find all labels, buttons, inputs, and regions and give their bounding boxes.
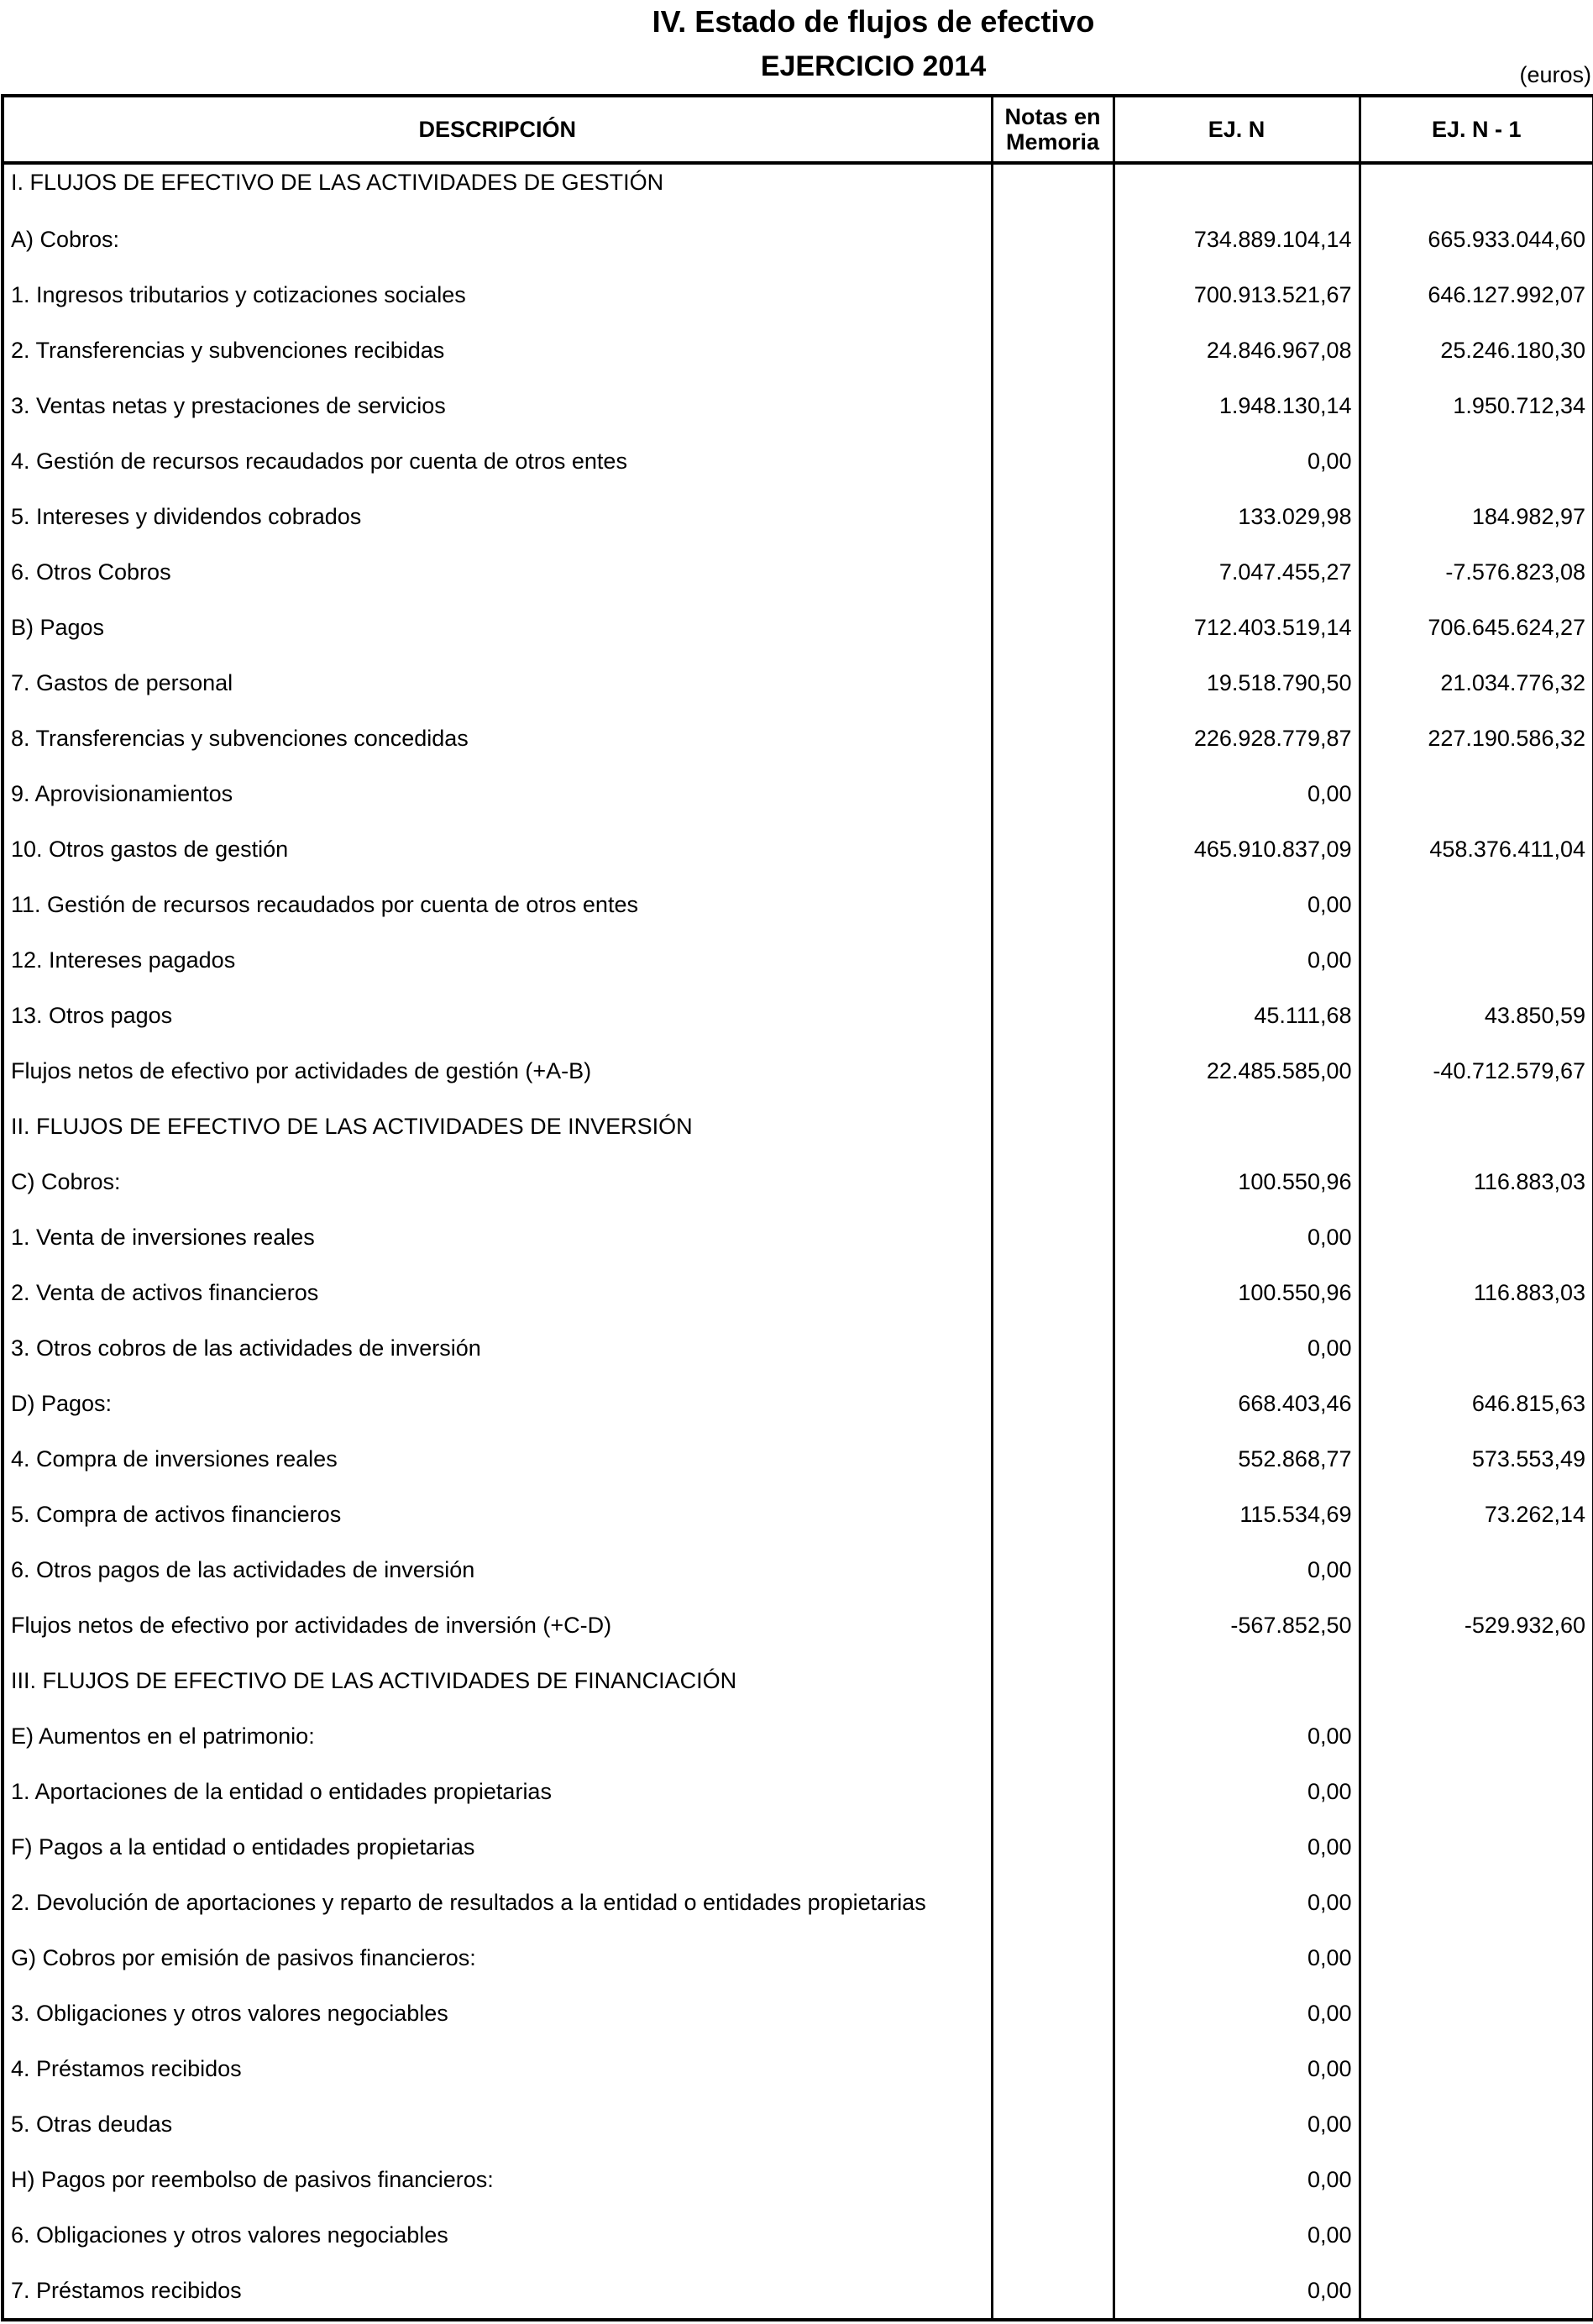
table-row <box>3 267 1593 323</box>
row-value-ej-n: 45.111,68 <box>1114 988 1360 1043</box>
row-value-ej-n: 668.403,46 <box>1114 1376 1360 1431</box>
row-value-ej-n1 <box>1360 1930 1593 1986</box>
table-row <box>3 1154 1593 1209</box>
row-notas <box>992 212 1114 267</box>
table-row <box>3 1043 1593 1099</box>
row-notas <box>992 1487 1114 1542</box>
row-notas <box>992 378 1114 433</box>
row-description: H) Pagos por reembolso de pasivos financieros: <box>3 2152 992 2207</box>
row-description: 2. Venta de activos financieros <box>3 1265 992 1320</box>
row-value-ej-n1: 227.190.586,32 <box>1360 711 1593 766</box>
row-value-ej-n: 734.889.104,14 <box>1114 212 1360 267</box>
row-notas <box>992 1597 1114 1653</box>
row-value-ej-n1 <box>1360 1986 1593 2041</box>
row-notas <box>992 2152 1114 2207</box>
table-row <box>3 544 1593 600</box>
table-row <box>3 489 1593 544</box>
column-header-descripcion: DESCRIPCIÓN <box>3 96 992 163</box>
table-row <box>3 433 1593 489</box>
row-notas <box>992 1542 1114 1597</box>
row-value-ej-n1 <box>1360 1320 1593 1376</box>
row-value-ej-n1 <box>1360 2041 1593 2096</box>
column-header-notas-line1: Notas en <box>1004 104 1101 129</box>
table-row <box>3 1653 1593 1708</box>
row-notas <box>992 711 1114 766</box>
row-value-ej-n1: 21.034.776,32 <box>1360 655 1593 711</box>
row-notas <box>992 544 1114 600</box>
row-notas <box>992 1875 1114 1930</box>
row-notas <box>992 1653 1114 1708</box>
row-value-ej-n: 0,00 <box>1114 1708 1360 1764</box>
row-value-ej-n1: 1.950.712,34 <box>1360 378 1593 433</box>
table-row <box>3 1819 1593 1875</box>
row-notas <box>992 1930 1114 1986</box>
row-value-ej-n1: 43.850,59 <box>1360 988 1593 1043</box>
row-value-ej-n1 <box>1360 1653 1593 1708</box>
row-value-ej-n1 <box>1360 163 1593 212</box>
row-value-ej-n1: 646.815,63 <box>1360 1376 1593 1431</box>
table-row <box>3 600 1593 655</box>
row-value-ej-n1 <box>1360 766 1593 821</box>
row-value-ej-n1 <box>1360 2207 1593 2263</box>
row-value-ej-n1 <box>1360 877 1593 932</box>
row-notas <box>992 766 1114 821</box>
row-description: I. FLUJOS DE EFECTIVO DE LAS ACTIVIDADES DE GESTIÓN <box>3 163 992 212</box>
row-value-ej-n1: 73.262,14 <box>1360 1487 1593 1542</box>
row-value-ej-n <box>1114 1653 1360 1708</box>
row-description: 3. Otros cobros de las actividades de inversión <box>3 1320 992 1376</box>
row-value-ej-n1 <box>1360 2096 1593 2152</box>
row-value-ej-n: 100.550,96 <box>1114 1265 1360 1320</box>
table-row <box>3 2263 1593 2320</box>
row-value-ej-n1: 706.645.624,27 <box>1360 600 1593 655</box>
row-value-ej-n: 133.029,98 <box>1114 489 1360 544</box>
row-description: 12. Intereses pagados <box>3 932 992 988</box>
row-notas <box>992 1431 1114 1487</box>
table-row <box>3 1376 1593 1431</box>
table-row <box>3 988 1593 1043</box>
row-description: G) Cobros por emisión de pasivos financieros: <box>3 1930 992 1986</box>
row-description: 1. Aportaciones de la entidad o entidades propietarias <box>3 1764 992 1819</box>
row-notas <box>992 655 1114 711</box>
row-value-ej-n1 <box>1360 1819 1593 1875</box>
row-description: 7. Gastos de personal <box>3 655 992 711</box>
row-value-ej-n: 115.534,69 <box>1114 1487 1360 1542</box>
row-value-ej-n: 7.047.455,27 <box>1114 544 1360 600</box>
table-row <box>3 1708 1593 1764</box>
row-notas <box>992 1265 1114 1320</box>
row-description: 2. Transferencias y subvenciones recibidas <box>3 323 992 378</box>
page-title: IV. Estado de flujos de efectivo <box>652 4 1095 39</box>
row-value-ej-n1 <box>1360 932 1593 988</box>
row-value-ej-n: 0,00 <box>1114 2263 1360 2320</box>
table-row <box>3 877 1593 932</box>
row-value-ej-n: 0,00 <box>1114 1764 1360 1819</box>
row-description: 2. Devolución de aportaciones y reparto de resultados a la entidad o entidades propietarias <box>3 1875 992 1930</box>
row-description: 3. Ventas netas y prestaciones de servicios <box>3 378 992 433</box>
row-description: 4. Préstamos recibidos <box>3 2041 992 2096</box>
row-description: 4. Gestión de recursos recaudados por cuenta de otros entes <box>3 433 992 489</box>
row-notas <box>992 2263 1114 2320</box>
row-notas <box>992 1099 1114 1154</box>
row-value-ej-n: 552.868,77 <box>1114 1431 1360 1487</box>
row-description: D) Pagos: <box>3 1376 992 1431</box>
row-notas <box>992 2207 1114 2263</box>
row-notas <box>992 1986 1114 2041</box>
table-row <box>3 1487 1593 1542</box>
table-row <box>3 163 1593 212</box>
row-description: 10. Otros gastos de gestión <box>3 821 992 877</box>
row-notas <box>992 1209 1114 1265</box>
table-row <box>3 378 1593 433</box>
row-value-ej-n1: -529.932,60 <box>1360 1597 1593 1653</box>
row-value-ej-n1 <box>1360 2263 1593 2320</box>
row-description: F) Pagos a la entidad o entidades propietarias <box>3 1819 992 1875</box>
table-row <box>3 1099 1593 1154</box>
row-notas <box>992 1708 1114 1764</box>
row-value-ej-n1 <box>1360 2152 1593 2207</box>
column-header-notas-line2: Memoria <box>1005 129 1100 155</box>
row-value-ej-n1 <box>1360 1875 1593 1930</box>
row-notas <box>992 988 1114 1043</box>
row-value-ej-n: 0,00 <box>1114 1542 1360 1597</box>
table-row <box>3 1265 1593 1320</box>
row-description: A) Cobros: <box>3 212 992 267</box>
row-value-ej-n: 0,00 <box>1114 1875 1360 1930</box>
table-row <box>3 821 1593 877</box>
row-description: 4. Compra de inversiones reales <box>3 1431 992 1487</box>
row-description: 9. Aprovisionamientos <box>3 766 992 821</box>
row-description: 6. Otros pagos de las actividades de inversión <box>3 1542 992 1597</box>
column-header-notas <box>992 96 1114 163</box>
row-description: E) Aumentos en el patrimonio: <box>3 1708 992 1764</box>
row-value-ej-n: 712.403.519,14 <box>1114 600 1360 655</box>
row-notas <box>992 267 1114 323</box>
row-value-ej-n1 <box>1360 1099 1593 1154</box>
row-value-ej-n: 0,00 <box>1114 1930 1360 1986</box>
row-notas <box>992 1764 1114 1819</box>
row-notas <box>992 877 1114 932</box>
row-value-ej-n: 0,00 <box>1114 2207 1360 2263</box>
table-row <box>3 655 1593 711</box>
row-description: C) Cobros: <box>3 1154 992 1209</box>
row-value-ej-n: -567.852,50 <box>1114 1597 1360 1653</box>
row-value-ej-n: 100.550,96 <box>1114 1154 1360 1209</box>
table-row <box>3 2152 1593 2207</box>
row-description: 6. Obligaciones y otros valores negociables <box>3 2207 992 2263</box>
row-value-ej-n: 0,00 <box>1114 1209 1360 1265</box>
table-row <box>3 2041 1593 2096</box>
row-value-ej-n: 0,00 <box>1114 1819 1360 1875</box>
row-value-ej-n: 0,00 <box>1114 766 1360 821</box>
row-description: B) Pagos <box>3 600 992 655</box>
row-notas <box>992 1376 1114 1431</box>
row-value-ej-n: 700.913.521,67 <box>1114 267 1360 323</box>
row-notas <box>992 932 1114 988</box>
row-description: 5. Intereses y dividendos cobrados <box>3 489 992 544</box>
table-row <box>3 1320 1593 1376</box>
row-value-ej-n1 <box>1360 1708 1593 1764</box>
table-row <box>3 1764 1593 1819</box>
row-value-ej-n: 465.910.837,09 <box>1114 821 1360 877</box>
row-value-ej-n: 0,00 <box>1114 2096 1360 2152</box>
row-value-ej-n <box>1114 163 1360 212</box>
row-notas <box>992 1154 1114 1209</box>
row-notas <box>992 600 1114 655</box>
row-description: II. FLUJOS DE EFECTIVO DE LAS ACTIVIDADES DE INVERSIÓN <box>3 1099 992 1154</box>
table-row <box>3 711 1593 766</box>
row-notas <box>992 163 1114 212</box>
table-row <box>3 1986 1593 2041</box>
row-description: 11. Gestión de recursos recaudados por cuenta de otros entes <box>3 877 992 932</box>
row-value-ej-n: 1.948.130,14 <box>1114 378 1360 433</box>
row-notas <box>992 2041 1114 2096</box>
row-value-ej-n1: 25.246.180,30 <box>1360 323 1593 378</box>
row-value-ej-n: 0,00 <box>1114 932 1360 988</box>
row-description: 8. Transferencias y subvenciones concedidas <box>3 711 992 766</box>
row-notas <box>992 1043 1114 1099</box>
row-description: III. FLUJOS DE EFECTIVO DE LAS ACTIVIDADES DE FINANCIACIÓN <box>3 1653 992 1708</box>
row-value-ej-n: 0,00 <box>1114 2041 1360 2096</box>
row-description: 6. Otros Cobros <box>3 544 992 600</box>
row-value-ej-n1 <box>1360 433 1593 489</box>
table-row <box>3 1597 1593 1653</box>
row-description: 7. Préstamos recibidos <box>3 2263 992 2320</box>
table-header-row <box>3 96 1593 163</box>
table-row <box>3 2207 1593 2263</box>
table-row <box>3 766 1593 821</box>
column-header-ej-n: EJ. N <box>1114 96 1360 163</box>
row-value-ej-n1: 116.883,03 <box>1360 1265 1593 1320</box>
row-description: 13. Otros pagos <box>3 988 992 1043</box>
row-notas <box>992 2096 1114 2152</box>
fiscal-year-subtitle: EJERCICIO 2014 <box>760 50 987 82</box>
row-value-ej-n1 <box>1360 1209 1593 1265</box>
row-value-ej-n1: 116.883,03 <box>1360 1154 1593 1209</box>
row-value-ej-n: 19.518.790,50 <box>1114 655 1360 711</box>
table-row <box>3 1875 1593 1930</box>
row-description: Flujos netos de efectivo por actividades de gestión (+A-B) <box>3 1043 992 1099</box>
table-row <box>3 1209 1593 1265</box>
table-row <box>3 212 1593 267</box>
row-value-ej-n: 0,00 <box>1114 877 1360 932</box>
row-notas <box>992 1819 1114 1875</box>
table-row <box>3 2096 1593 2152</box>
row-value-ej-n1: -40.712.579,67 <box>1360 1043 1593 1099</box>
row-value-ej-n1: 646.127.992,07 <box>1360 267 1593 323</box>
row-value-ej-n: 24.846.967,08 <box>1114 323 1360 378</box>
row-value-ej-n1: 573.553,49 <box>1360 1431 1593 1487</box>
row-description: 3. Obligaciones y otros valores negociables <box>3 1986 992 2041</box>
row-description: Flujos netos de efectivo por actividades de inversión (+C-D) <box>3 1597 992 1653</box>
row-value-ej-n1: 184.982,97 <box>1360 489 1593 544</box>
row-description: 5. Otras deudas <box>3 2096 992 2152</box>
row-notas <box>992 489 1114 544</box>
row-value-ej-n: 0,00 <box>1114 1320 1360 1376</box>
table-row <box>3 323 1593 378</box>
currency-units-label: (euros) <box>1519 62 1591 87</box>
row-value-ej-n: 22.485.585,00 <box>1114 1043 1360 1099</box>
row-value-ej-n1 <box>1360 1764 1593 1819</box>
row-value-ej-n1 <box>1360 1542 1593 1597</box>
column-header-ej-n1: EJ. N - 1 <box>1360 96 1593 163</box>
table-row <box>3 1930 1593 1986</box>
table-row <box>3 1542 1593 1597</box>
row-description: 1. Venta de inversiones reales <box>3 1209 992 1265</box>
row-value-ej-n1: -7.576.823,08 <box>1360 544 1593 600</box>
row-value-ej-n: 0,00 <box>1114 1986 1360 2041</box>
row-value-ej-n <box>1114 1099 1360 1154</box>
row-notas <box>992 323 1114 378</box>
row-description: 5. Compra de activos financieros <box>3 1487 992 1542</box>
row-notas <box>992 821 1114 877</box>
row-value-ej-n: 0,00 <box>1114 433 1360 489</box>
row-description: 1. Ingresos tributarios y cotizaciones sociales <box>3 267 992 323</box>
row-notas <box>992 1320 1114 1376</box>
table-body <box>3 163 1593 2320</box>
row-value-ej-n1: 665.933.044,60 <box>1360 212 1593 267</box>
table-row <box>3 932 1593 988</box>
row-notas <box>992 433 1114 489</box>
row-value-ej-n1: 458.376.411,04 <box>1360 821 1593 877</box>
row-value-ej-n: 0,00 <box>1114 2152 1360 2207</box>
cash-flow-table <box>1 94 1593 2321</box>
table-row <box>3 1431 1593 1487</box>
row-value-ej-n: 226.928.779,87 <box>1114 711 1360 766</box>
